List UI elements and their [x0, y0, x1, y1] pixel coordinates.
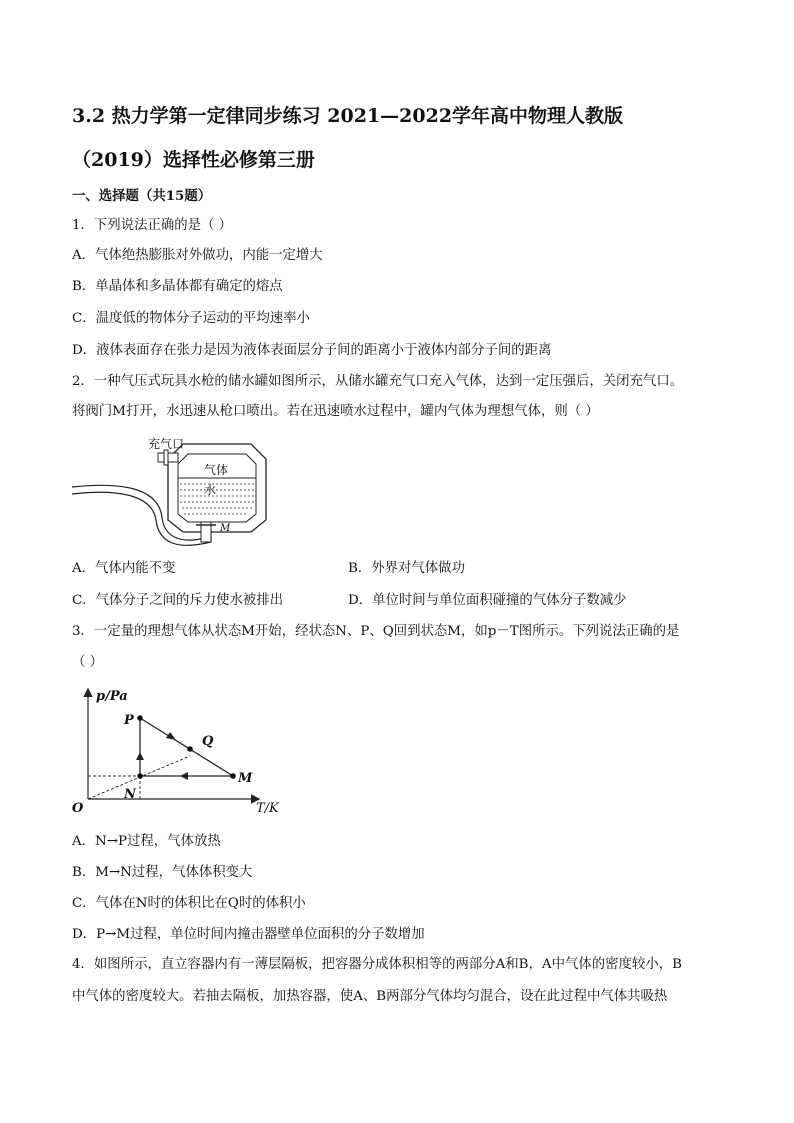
label-p: P: [124, 713, 134, 728]
section-heading: 一、选择题（共15题）: [72, 188, 212, 204]
point-p: [137, 715, 143, 721]
document-title-line-2: （2019）选择性必修第三册: [72, 149, 315, 171]
hose-inner: [72, 492, 211, 545]
valve-label: M: [220, 523, 231, 534]
q1-option-b: B．单晶体和多晶体都有确定的熔点: [72, 279, 283, 294]
tank-outer-wall: [168, 444, 266, 532]
q3-option-a: A．N→P过程，气体放热: [72, 834, 221, 849]
document-title-line-1: 3.2 热力学第一定律同步练习 2021—2022学年高中物理人教版: [72, 105, 624, 127]
point-q: [187, 746, 193, 752]
q3-option-b: B．M→N过程，气体体积变大: [72, 865, 253, 880]
line-p-to-m: [140, 718, 233, 776]
origin-label: O: [72, 801, 84, 814]
q4-stem-line-2: 中气体的密度较大。若抽去隔板，加热容器，使A、B两部分气体均匀混合，设在此过程中气体共吸热: [72, 989, 668, 1004]
q2-stem-line-2: 将阀门M打开，水迅速从枪口喷出。若在迅速喷水过程中，罐内气体为理想气体，则（ ）: [72, 404, 599, 419]
arrow-m-to-n: [180, 772, 188, 780]
x-axis-label: T/K: [256, 801, 279, 814]
water-hatching: [180, 484, 254, 514]
label-n: N: [124, 787, 136, 802]
arrow-n-to-p: [136, 752, 144, 760]
point-m: [230, 773, 236, 779]
q2-stem-line-1: 2．一种气压式玩具水枪的储水罐如图所示，从储水罐充气口充入气体，达到一定压强后，关闭充气口。: [72, 374, 684, 389]
water-label: 水: [204, 483, 217, 497]
q2-option-b: B．外界对气体做功: [348, 561, 465, 576]
y-axis-label: p/Pa: [96, 689, 128, 704]
arrow-p-to-q: [166, 732, 176, 740]
q2-option-a: A．气体内能不变: [72, 561, 176, 576]
q2-option-d: D．单位时间与单位面积碰撞的气体分子数减少: [348, 593, 627, 608]
q1-stem: 1．下列说法正确的是（ ）: [72, 218, 233, 233]
water-gun-tank-figure: [70, 432, 280, 552]
q1-option-a: A．气体绝热膨胀对外做功，内能一定增大: [72, 248, 323, 263]
gas-label: 气体: [204, 463, 229, 477]
inlet-cap: [164, 450, 168, 465]
p-t-diagram: [68, 684, 298, 814]
q3-stem-line-1: 3．一定量的理想气体从状态M开始，经状态N、P、Q回到状态M，如p－T图所示。下列说法正确的是: [72, 624, 680, 639]
label-m: M: [238, 771, 253, 786]
inlet-label: 充气口: [148, 437, 185, 451]
q2-option-c: C．气体分子之间的斥力使水被排出: [72, 593, 284, 608]
q1-option-c: C．温度低的物体分子运动的平均速率小: [72, 311, 310, 326]
q3-option-c: C．气体在N时的体积比在Q时的体积小: [72, 896, 306, 911]
q3-stem-line-2: （ ）: [72, 655, 104, 670]
label-q: Q: [202, 734, 214, 749]
q4-stem-line-1: 4．如图所示，直立容器内有一薄层隔板，把容器分成体积相等的两部分A和B，A中气体的密度较小，B: [72, 957, 682, 972]
q3-option-d: D．P→M过程，单位时间内撞击器壁单位面积的分子数增加: [72, 927, 425, 942]
q1-option-d: D．液体表面存在张力是因为液体表面层分子间的距离小于液体内部分子间的距离: [72, 343, 552, 358]
point-n: [137, 773, 143, 779]
